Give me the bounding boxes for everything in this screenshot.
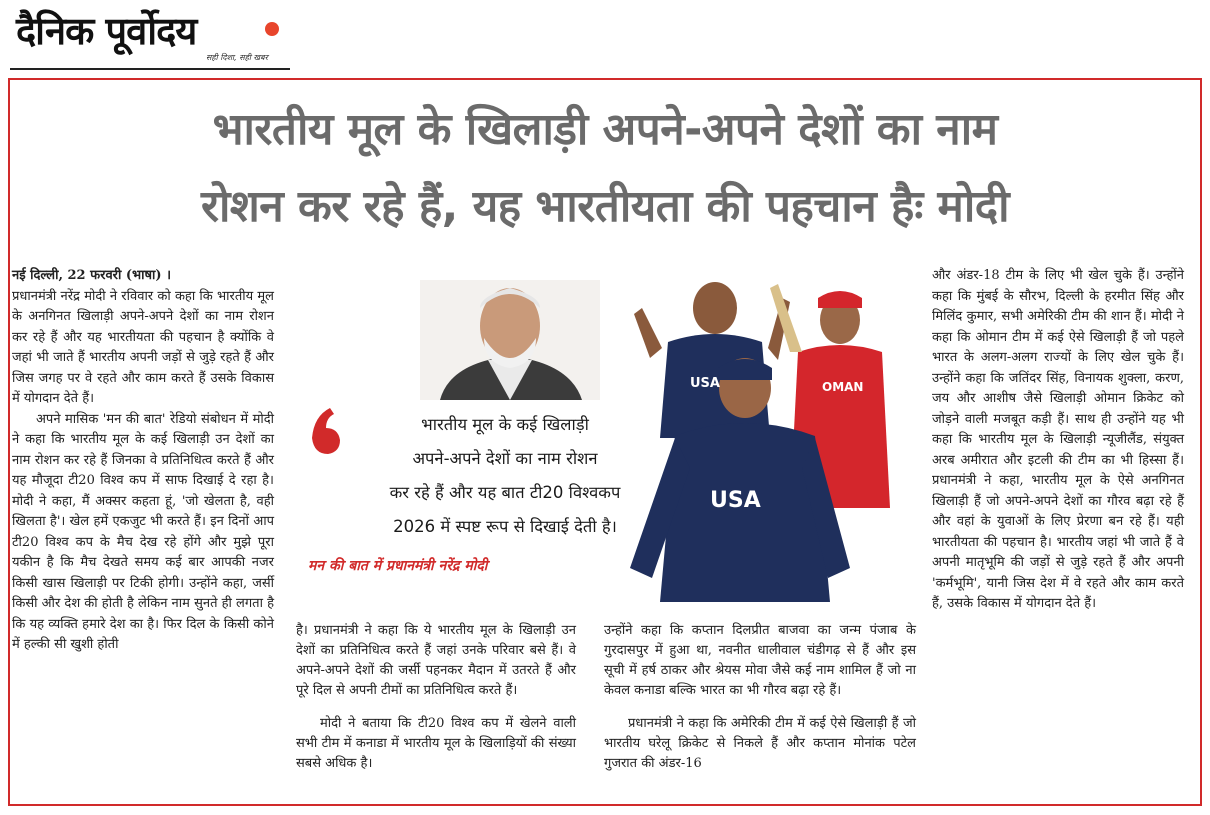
article-graphic — [290, 268, 918, 602]
article-column-1 — [12, 266, 274, 656]
graphic-quote — [370, 408, 640, 544]
jersey-label-usa-front: USA — [710, 488, 761, 513]
graphic-attribution: मन की बात में प्रधानमंत्री नरेंद्र मोदी — [308, 558, 488, 574]
article-column-2 — [296, 608, 576, 787]
dateline: नई दिल्ली, 22 फरवरी (भाषा) । — [12, 268, 172, 283]
paragraph: प्रधानमंत्री ने कहा कि अमेरिकी टीम में कई ऐसे खिलाड़ी हैं जो भारतीय घरेलू क्रिकेट से निकले हैं और कप्तान मोनांक पटेल गुजरात की अंडर-16 — [604, 716, 916, 771]
logo-dot-icon — [265, 22, 279, 36]
jersey-label-oman: OMAN — [822, 380, 864, 394]
headline-line-2: रोशन कर रहे हैं, यह भारतीयता की पहचान हैः मोदी — [200, 181, 1010, 232]
quote-line: 2026 में स्पष्ट रूप से दिखाई देती है। — [393, 517, 617, 536]
paragraph: उन्होंने कहा कि कप्तान दिलप्रीत बाजवा का जन्म पंजाब के गुरदासपुर में हुआ था, नवनीत धालीवाल चंडीगढ़ से हैं और इस सूची में हर्ष ठाकर और श्रेयस मोवा जैसे कई नाम शामिल हैं जो ना केवल कनाडा बल्कि भारत का भी गौरव बढ़ा रहे हैं। — [604, 623, 916, 698]
newspaper-name: दैनिक पूर्वोदय — [16, 9, 197, 53]
article-column-4 — [932, 266, 1184, 615]
quote-line: भारतीय मूल के कई खिलाड़ी — [421, 415, 589, 434]
paragraph: मोदी ने बताया कि टी20 विश्व कप में खेलने वाली सभी टीम में कनाडा में भारतीय मूल के खिलाड़ियों की संख्या सबसे अधिक है। — [296, 716, 576, 771]
paragraph: और अंडर-18 टीम के लिए भी खेल चुके हैं। उन्होंने कहा कि मुंबई के सौरभ, दिल्ली के हरमीत सिंह और मिलिंद कुमार, सभी अमेरिकी टीम की शान हैं। मोदी ने कहा कि ओमान टीम में कई ऐसे खिलाड़ी हैं जो पहले भारत के अलग-अलग राज्यों के लिए खेल चुके हैं। उन्होंने कहा कि जतिंदर सिंह, विनायक शुक्ला, करण, जय और आशीष जैसे खिलाड़ी ओमान क्रिकेट को जोड़ने वाली मजबूत कड़ी हैं। साथ ही उन्होंने यह भी कहा कि भारतीय मूल के खिलाड़ी न्यूजीलैंड, संयुक्त अरब अमीरात और इटली की टीम का भी हिस्सा हैं। प्रधानमंत्री ने कहा, भारतीय मूल के ऐसे अनगिनत खिलाड़ी हैं जो अपने-अपने देशों का गौरव बढ़ा रहे हैं और वहां के युवाओं के लिए प्रेरणा बन रहे हैं। यही भारतीयता की पहचान है। भारतीय जहां भी जाते हैं वे अपनी मातृभूमि की जड़ों से जुड़े रहते हैं और अपनी 'कर्मभूमि', यानी जिस देश में वे रहते और काम करते हैं, उसके विकास में योगदान देते हैं। — [932, 268, 1184, 611]
masthead-rule — [10, 68, 290, 70]
paragraph: प्रधानमंत्री नरेंद्र मोदी ने रविवार को कहा कि भारतीय मूल के अनगिनत खिलाड़ी अपने-अपने देशों का नाम रोशन कर रहे हैं और यह भारतीयता की पहचान है क्योंकि वे जहां भी जाते हैं भारतीय अपनी जड़ों से जुड़े रहते हैं और जिस जगह पर वे रहते और काम करते हैं उसके विकास में योगदान देते हैं। — [12, 288, 274, 406]
headline-line-1: भारतीय मूल के खिलाड़ी अपने-अपने देशों का नाम — [212, 104, 998, 155]
jersey-label-usa-back: USA — [690, 376, 720, 391]
quote-line: कर रहे हैं और यह बात टी20 विश्वकप — [389, 483, 621, 502]
paragraph: अपने मासिक 'मन की बात' रेडियो संबोधन में मोदी ने कहा कि भारतीय मूल के कई खिलाड़ी उन देशों का नाम रोशन कर रहे हैं जिनका वे प्रतिनिधित्व करते हैं और यह मौजूदा टी20 विश्व कप में साफ दिखाई दे रहा है। मोदी ने कहा, मैं अक्सर कहता हूं, 'जो खेलता है, वही खिलता है'। खेल हमें एकजुट भी करते हैं। इन दिनों आप टी20 विश्व कप के मैच देख रहे होंगे और मुझे पूरा यकीन है कि मैच देखते समय कई बार आपकी नजर किसी खास खिलाड़ी पर टिकी होगी। उन्होंने कहा, जर्सी किसी और देश की होती है लेकिन नाम सुनते ही लगता है कि यह व्यक्ति हमारे देश का है। फिर दिल के किसी कोने में हल्की सी खुशी होती — [12, 411, 274, 652]
newspaper-tagline: सही दिशा, सही खबर — [206, 53, 268, 62]
quote-line: अपने-अपने देशों का नाम रोशन — [412, 449, 598, 468]
masthead — [10, 6, 290, 70]
article-column-3 — [604, 608, 916, 787]
paragraph: है। प्रधानमंत्री ने कहा कि ये भारतीय मूल के खिलाड़ी उन देशों का प्रतिनिधित्व करते हैं जहां उनके परिवार बसे हैं। वे अपने-अपने देशों की जर्सी पहनकर मैदान में उतरते हैं और पूरे दिल से अपनी टीमों का प्रतिनिधित्व करते हैं। — [296, 623, 576, 698]
